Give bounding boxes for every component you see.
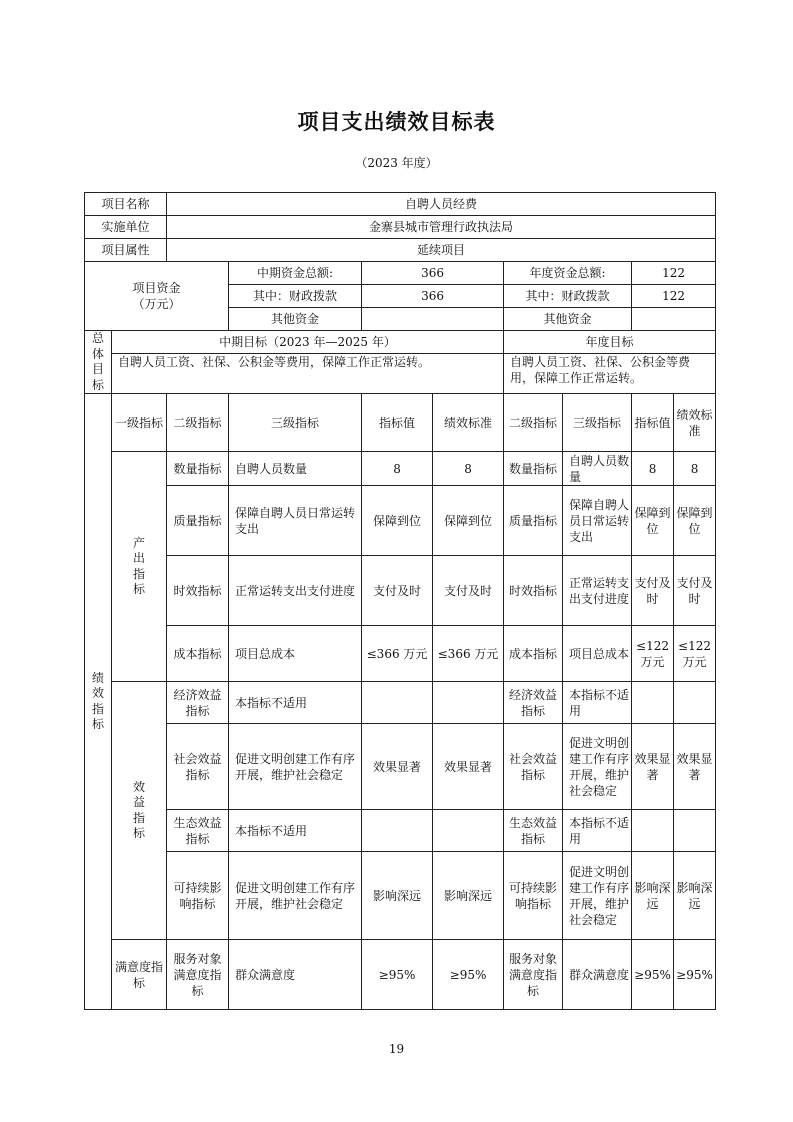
mid-total-label: 中期资金总额: (229, 262, 362, 285)
mid-other-label: 其他资金 (229, 308, 362, 331)
indicator-year-level2: 社会效益指标 (504, 724, 563, 810)
header-level2: 二级指标 (167, 394, 229, 452)
output-indicators-label: 产出指标 (132, 535, 145, 597)
indicator-value: ≤366 万元 (362, 626, 433, 682)
indicator-year-level2: 经济效益指标 (504, 682, 563, 724)
indicator-year-level2: 时效指标 (504, 556, 563, 626)
indicator-level2: 数量指标 (167, 452, 229, 486)
indicator-level2: 质量指标 (167, 486, 229, 556)
header-year-standard: 绩效标准 (674, 394, 716, 452)
year-subtitle: （2023 年度） (355, 156, 438, 170)
project-unit: 金寨县城市管理行政执法局 (167, 216, 716, 239)
indicator-year-standard: ≥95% (674, 940, 716, 1010)
indicator-level3: 项目总成本 (229, 626, 362, 682)
output-indicators-label-cell (112, 452, 167, 682)
indicator-year-level2: 可持续影响指标 (504, 852, 563, 940)
indicator-year-level2: 数量指标 (504, 452, 563, 486)
indicator-standard: ≤366 万元 (433, 626, 504, 682)
indicator-row (85, 486, 716, 556)
year-goal-header: 年度目标 (504, 331, 716, 354)
indicator-value: 8 (362, 452, 433, 486)
indicator-value: 效果显著 (362, 724, 433, 810)
project-name: 自聘人员经费 (167, 193, 716, 216)
indicator-value: 支付及时 (362, 556, 433, 626)
mid-fiscal-label: 其中：财政拨款 (229, 285, 362, 308)
effect-indicators-label: 效益指标 (132, 779, 145, 841)
indicator-year-standard: ≤122万元 (674, 626, 716, 682)
indicator-year-standard: 影响深远 (674, 852, 716, 940)
indicator-row (85, 940, 716, 1010)
indicator-year-standard (674, 682, 716, 724)
indicator-row (85, 626, 716, 682)
indicator-level3: 保障自聘人员日常运转支出 (229, 486, 362, 556)
indicator-value: ≥95% (362, 940, 433, 1010)
indicator-year-standard: 支付及时 (674, 556, 716, 626)
project-name-label: 项目名称 (85, 193, 167, 216)
project-unit-label: 实施单位 (85, 216, 167, 239)
header-level1: 一级指标 (112, 394, 167, 452)
overall-goal-label: 总体目标 (91, 331, 104, 392)
effect-indicators-label-cell (112, 682, 167, 940)
mid-goal-text: 自聘人员工资、社保、公积金等费用，保障工作正常运转。 (112, 354, 504, 394)
performance-table (84, 192, 716, 1010)
indicator-year-value (632, 682, 674, 724)
mid-total-value: 366 (362, 262, 504, 285)
indicator-year-value: ≥95% (632, 940, 674, 1010)
indicator-year-level2: 成本指标 (504, 626, 563, 682)
indicator-year-level3: 本指标不适用 (563, 682, 632, 724)
indicator-year-level3: 群众满意度 (563, 940, 632, 1010)
indicator-year-level3: 促进文明创建工作有序开展，维护社会稳定 (563, 724, 632, 810)
indicator-level2: 成本指标 (167, 626, 229, 682)
funds-label-cell (85, 262, 229, 331)
indicator-row (85, 556, 716, 626)
mid-other-value (362, 308, 504, 331)
indicator-year-value: 效果显著 (632, 724, 674, 810)
indicator-level2: 经济效益指标 (167, 682, 229, 724)
indicator-level3: 本指标不适用 (229, 682, 362, 724)
indicator-row (85, 724, 716, 810)
indicator-year-value: 影响深远 (632, 852, 674, 940)
funds-label: 项目资金 (132, 280, 181, 295)
year-other-value (632, 308, 716, 331)
indicator-year-level3: 保障自聘人员日常运转支出 (563, 486, 632, 556)
header-standard: 绩效标准 (433, 394, 504, 452)
mid-fiscal-value: 366 (362, 285, 504, 308)
satisfaction-indicators-label: 满意度指标 (115, 959, 164, 990)
indicator-standard: 保障到位 (433, 486, 504, 556)
year-fiscal-value: 122 (632, 285, 716, 308)
indicator-year-standard (674, 810, 716, 852)
indicator-row (85, 682, 716, 724)
indicators-label: 绩效指标 (91, 670, 104, 732)
header-level3: 三级指标 (229, 394, 362, 452)
indicator-year-standard: 保障到位 (674, 486, 716, 556)
indicator-value (362, 810, 433, 852)
indicator-year-standard: 8 (674, 452, 716, 486)
indicator-level2: 可持续影响指标 (167, 852, 229, 940)
indicators-label-cell (85, 394, 112, 1010)
header-year-value: 指标值 (632, 394, 674, 452)
indicator-year-standard: 效果显著 (674, 724, 716, 810)
year-total-value: 122 (632, 262, 716, 285)
indicator-level2: 社会效益指标 (167, 724, 229, 810)
indicator-year-level3: 正常运转支出支付进度 (563, 556, 632, 626)
indicator-standard: 支付及时 (433, 556, 504, 626)
year-fiscal-label: 其中：财政拨款 (504, 285, 632, 308)
indicator-year-level2: 质量指标 (504, 486, 563, 556)
indicator-row (85, 852, 716, 940)
indicator-value: 保障到位 (362, 486, 433, 556)
header-year-level3: 三级指标 (563, 394, 632, 452)
indicator-value: 影响深远 (362, 852, 433, 940)
indicator-level2: 服务对象满意度指标 (167, 940, 229, 1010)
indicator-level3: 群众满意度 (229, 940, 362, 1010)
indicator-standard (433, 682, 504, 724)
indicator-year-value (632, 810, 674, 852)
indicator-level2: 生态效益指标 (167, 810, 229, 852)
indicator-standard: 影响深远 (433, 852, 504, 940)
indicator-year-level3: 本指标不适用 (563, 810, 632, 852)
header-value: 指标值 (362, 394, 433, 452)
indicator-standard (433, 810, 504, 852)
mid-goal-header: 中期目标（2023 年—2025 年） (112, 331, 504, 354)
funds-unit: （万元） (132, 297, 181, 311)
indicator-year-value: 8 (632, 452, 674, 486)
indicator-standard: 效果显著 (433, 724, 504, 810)
indicator-level3: 本指标不适用 (229, 810, 362, 852)
indicator-value (362, 682, 433, 724)
project-attr-label: 项目属性 (85, 239, 167, 262)
year-goal-text: 自聘人员工资、社保、公积金等费用，保障工作正常运转。 (504, 354, 716, 394)
indicator-year-level3: 项目总成本 (563, 626, 632, 682)
year-total-label: 年度资金总额: (504, 262, 632, 285)
overall-goal-label-cell (85, 331, 112, 394)
indicator-standard: ≥95% (433, 940, 504, 1010)
indicator-level3: 正常运转支出支付进度 (229, 556, 362, 626)
indicator-year-level3: 促进文明创建工作有序开展，维护社会稳定 (563, 852, 632, 940)
page-number: 19 (388, 1042, 405, 1056)
indicator-year-level2: 生态效益指标 (504, 810, 563, 852)
indicator-level3: 促进文明创建工作有序开展，维护社会稳定 (229, 724, 362, 810)
header-year-level2: 二级指标 (504, 394, 563, 452)
indicator-level2: 时效指标 (167, 556, 229, 626)
indicator-year-level3: 自聘人员数量 (563, 452, 632, 486)
indicator-year-value: 支付及时 (632, 556, 674, 626)
indicator-year-level2: 服务对象满意度指标 (504, 940, 563, 1010)
satisfaction-indicators-label-cell (112, 940, 167, 1010)
indicator-row (85, 810, 716, 852)
page-title: 项目支出绩效目标表 (297, 110, 496, 134)
indicator-year-value: ≤122万元 (632, 626, 674, 682)
indicator-year-value: 保障到位 (632, 486, 674, 556)
indicator-standard: 8 (433, 452, 504, 486)
indicator-row (85, 452, 716, 486)
year-other-label: 其他资金 (504, 308, 632, 331)
project-attr: 延续项目 (167, 239, 716, 262)
indicator-level3: 促进文明创建工作有序开展，维护社会稳定 (229, 852, 362, 940)
indicator-level3: 自聘人员数量 (229, 452, 362, 486)
